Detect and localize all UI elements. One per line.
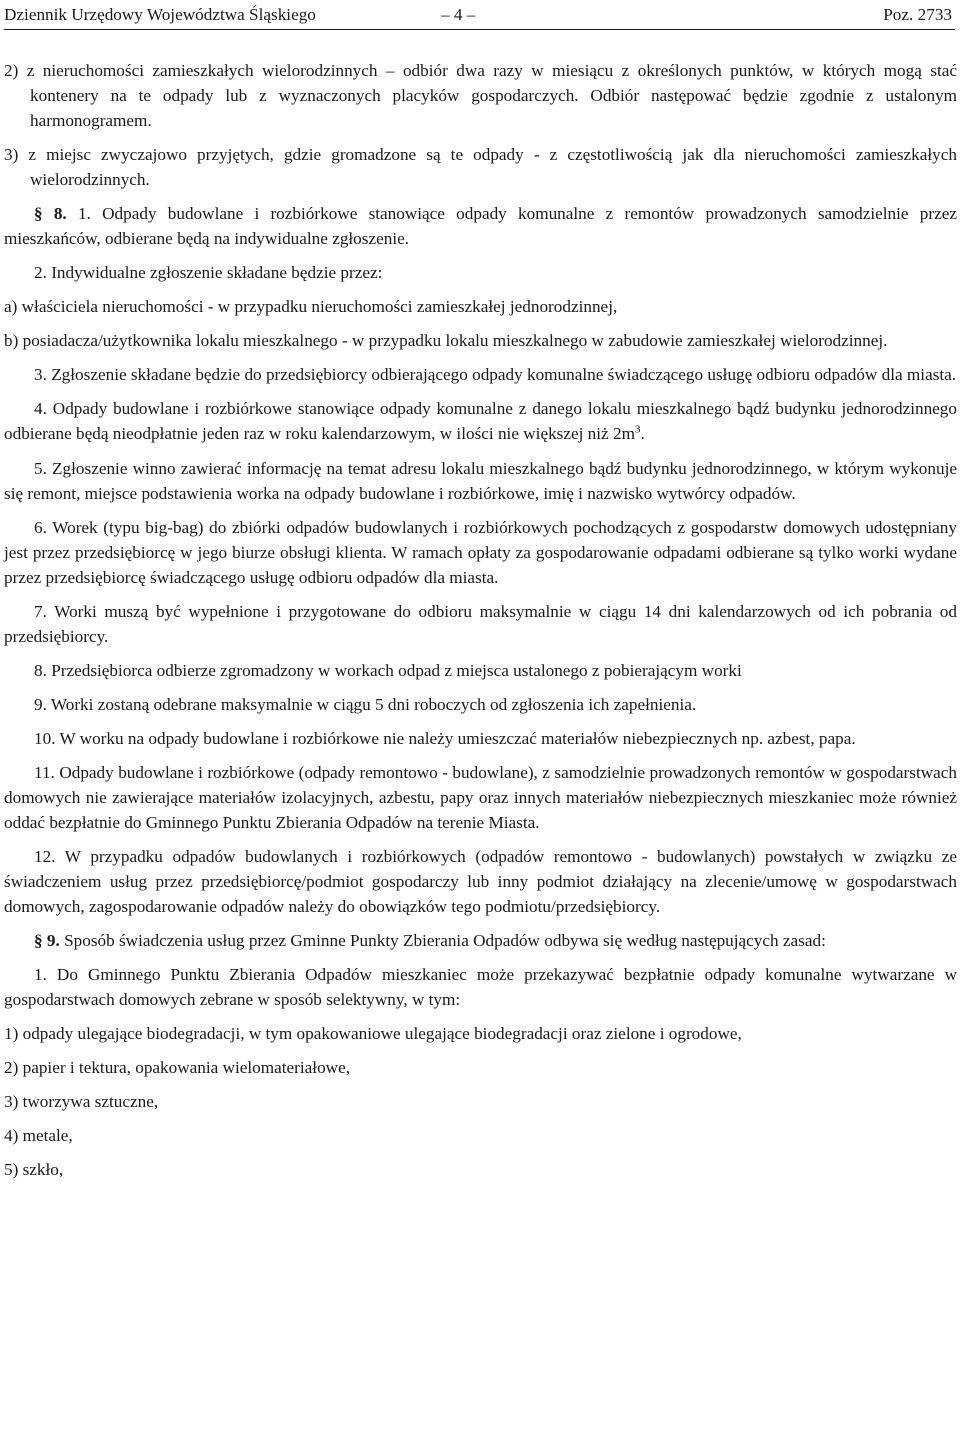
page-number: – 4 – [441,5,476,24]
header-rule [4,29,955,30]
section-8-paragraph-2: 2. Indywidualne zgłoszenie składane będzie przez: [34,263,383,282]
section-8-paragraph-1: § 8. 1. Odpady budowlane i rozbiórkowe stanowiące odpady komunalne z remontów prowadzonych samodzielnie przez mieszkańców, odbierane będą na indywidualne zgłoszenie. [4,204,957,248]
section-8-paragraph-9: 9. Worki zostaną odebrane maksymalnie w ciągu 5 dni roboczych od zgłoszenia ich zapełnienia. [34,695,697,714]
section-8-paragraph-8: 8. Przedsiębiorca odbierze zgromadzony w workach odpad z miejsca ustalonego z pobierającym worki [34,661,742,680]
page-header [4,2,952,26]
list-item-a: a) właściciela nieruchomości - w przypadku nieruchomości zamieszkałej jednorodzinnej, [4,297,618,316]
section-number: § 8. [34,204,67,223]
paragraph-item-2: 2) z nieruchomości zamieszkałych wielorodzinnych – odbiór dwa razy w miesiącu z określonych punktów, w których mogą stać kontenery na te odpady lub z wyznaczonych placyków gospodarczych. Odbiór następować będzie zgodnie z ustalonym harmonogramem. [4,61,957,130]
section-8-paragraph-12: 12. W przypadku odpadów budowlanych i rozbiórkowych (odpadów remontowo - budowlanych) powstałych w związku ze świadczeniem usług przez przedsiębiorcę/podmiot gospodarczy lub inny podmiot działający na zlecenie/umowę w gospodarstwach domowych, zagospodarowanie odpadów należy do obowiązków tego podmiotu/przedsiębiorcy. [4,847,957,916]
paragraph-item-3: 3) z miejsc zwyczajowo przyjętych, gdzie gromadzone są te odpady - z częstotliwością jak dla nieruchomości zamieszkałych wielorodzinnych. [4,145,957,189]
section-8-paragraph-10: 10. W worku na odpady budowlane i rozbiórkowe nie należy umieszczać materiałów niebezpiecznych np. azbest, papa. [34,729,856,748]
list-item-b: b) posiadacza/użytkownika lokalu mieszkalnego - w przypadku lokalu mieszkalnego w zabudowie zamieszkałej wielorodzinnej. [4,331,888,350]
section-8-paragraph-6: 6. Worek (typu big-bag) do zbiórki odpadów budowlanych i rozbiórkowych pochodzących z gospodarstw domowych udostępniany jest przez przedsiębiorcę w jego biurze obsługi klienta. W ramach opłaty za gospodarowanie odpadami odbierane są tylko worki wydane przez przedsiębiorcę świadczącego usługę odbioru odpadów dla miasta. [4,518,957,587]
journal-title: Dziennik Urzędowy Województwa Śląskiego [4,5,316,24]
list-item-4: 4) metale, [4,1126,73,1145]
document-body [4,58,957,1182]
list-item-5: 5) szkło, [4,1160,64,1179]
list-item-3: 3) tworzywa sztuczne, [4,1092,159,1111]
section-8-paragraph-4: 4. Odpady budowlane i rozbiórkowe stanowiące odpady komunalne z danego lokalu mieszkalnego bądź budynku jednorodzinnego odbierane będą nieodpłatnie jeden raz w roku kalendarzowym, w ilości nie większej niż $2m^3$. [4,399,957,443]
section-9-paragraph-1: 1. Do Gminnego Punktu Zbierania Odpadów mieszkaniec może przekazywać bezpłatnie odpady komunalne wytwarzane w gospodarstwach domowych zebrane w sposób selektywny, w tym: [4,965,957,1009]
position-number: Poz. 2733 [883,5,952,24]
superscript: 3 [634,423,641,436]
list-item-2: 2) papier i tektura, opakowania wielomateriałowe, [4,1058,350,1077]
section-number: § 9. [34,931,60,950]
section-8-paragraph-7: 7. Worki muszą być wypełnione i przygotowane do odbioru maksymalnie w ciągu 14 dni kalendarzowych od ich pobrania od przedsiębiorcy. [4,602,957,646]
section-9-intro: § 9. Sposób świadczenia usług przez Gminne Punkty Zbierania Odpadów odbywa się według następujących zasad: [34,931,826,950]
section-8-paragraph-5: 5. Zgłoszenie winno zawierać informację na temat adresu lokalu mieszkalnego bądź budynku jednorodzinnego, w którym wykonuje się remont, miejsce podstawienia worka na odpady budowlane i rozbiórkowe, imię i nazwisko wytwórcy odpadów. [4,459,957,503]
section-8-paragraph-11: 11. Odpady budowlane i rozbiórkowe (odpady remontowo - budowlane), z samodzielnie prowadzonych remontów w gospodarstwach domowych nie zawierające materiałów izolacyjnych, azbestu, papy oraz innych materiałów niebezpiecznych mieszkaniec może również oddać bezpłatnie do Gminnego Punktu Zbierania Odpadów na terenie Miasta. [4,763,957,832]
section-8-paragraph-3: 3. Zgłoszenie składane będzie do przedsiębiorcy odbierającego odpady komunalne świadczącego usługę odbioru odpadów dla miasta. [34,365,957,384]
list-item-1: 1) odpady ulegające biodegradacji, w tym opakowaniowe ulegające biodegradacji oraz zielone i ogrodowe, [4,1024,742,1043]
